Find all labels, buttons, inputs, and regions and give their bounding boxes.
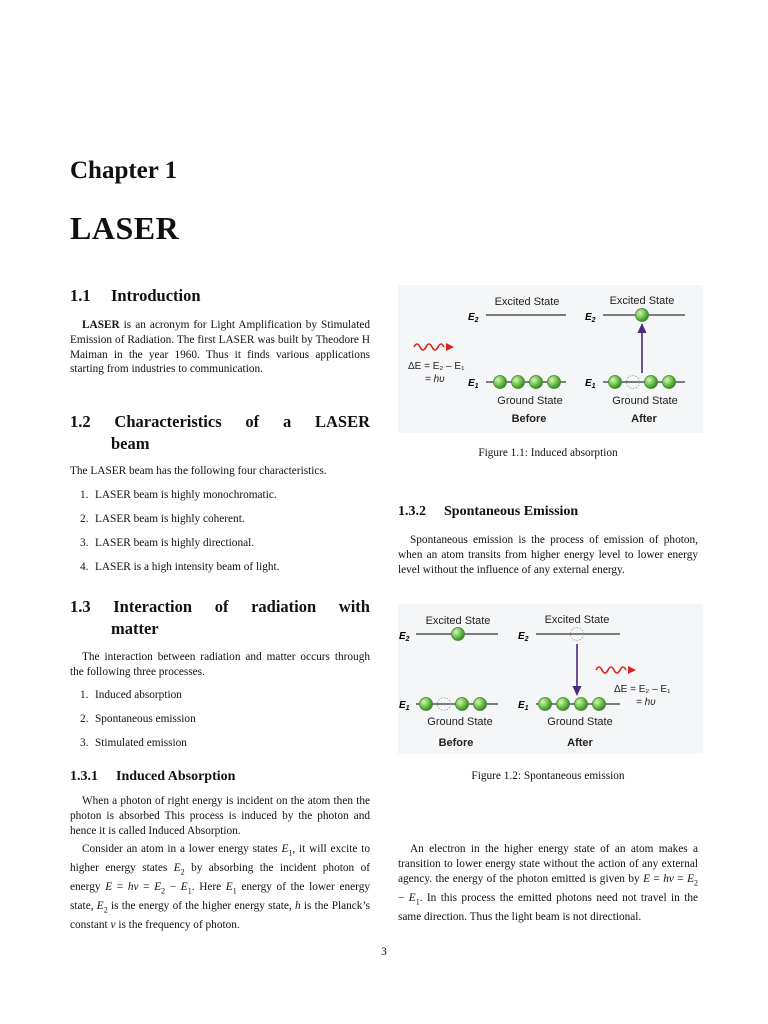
atom xyxy=(645,376,658,389)
e1-label-before: $E_1$ xyxy=(399,700,410,712)
e1-label-after: $E_1$ xyxy=(518,700,529,712)
section-1-3-1-para-2: Consider an atom in a lower energy states $E_1$, it will excite to higher energy states $E_2$ by absorbing the incident photon of energy $E = h\nu = E_2 - E_1$. Here $E_1$ energy of the lower energy state, $E_2$ is the energy of the higher energy state, h is the Planck’s constant ν is the frequency of photon. xyxy=(70,843,370,932)
photon-wave-icon xyxy=(414,344,444,350)
e2-label-after: $E_2$ xyxy=(585,312,596,324)
section-1-3-2-para-1: Spontaneous emission is the process of emission of photon, when an atom transits from higher energy level to lower energy level without the influence of any external energy. xyxy=(398,534,698,576)
figure-spontaneous-emission xyxy=(398,604,703,754)
e2-label-before: $E_2$ xyxy=(468,312,479,324)
emission-arrow-icon xyxy=(573,686,582,696)
atom xyxy=(557,698,570,711)
list-item: 3. LASER beam is highly directional. xyxy=(80,537,255,549)
list-item: 2. LASER beam is highly coherent. xyxy=(80,513,245,525)
excited-state-label-before: Excited State xyxy=(425,615,491,627)
spontaneous-emission-diagram xyxy=(398,604,703,754)
section-1-3-2-heading: 1.3.2 Spontaneous Emission xyxy=(398,504,579,519)
e2-label-after: $E_2$ xyxy=(518,631,529,643)
atom xyxy=(474,698,487,711)
after-label: After xyxy=(567,737,593,749)
atom xyxy=(548,376,561,389)
section-1-3-1-para-1: When a photon of right energy is incident on the atom then the photon is absorbed This process is induced by the photon and hence it is called Induced Absorption. xyxy=(70,795,370,837)
list-item: 1. LASER beam is highly monochromatic. xyxy=(80,489,277,501)
list-item: 3. Stimulated emission xyxy=(80,737,187,749)
ground-state-label-after: Ground State xyxy=(612,395,678,407)
ground-state-label-after: Ground State xyxy=(547,716,613,728)
atom xyxy=(494,376,507,389)
section-1-2-intro: The LASER beam has the following four characteristics. xyxy=(70,465,327,477)
atom xyxy=(456,698,469,711)
atom xyxy=(512,376,525,389)
induced-absorption-diagram xyxy=(398,285,703,433)
e1-label-after: $E_1$ xyxy=(585,378,596,390)
section-1-3-heading: 1.3 Interaction of radiation with matter xyxy=(70,597,370,638)
ground-state-label-before: Ground State xyxy=(497,395,563,407)
excited-atom xyxy=(636,309,649,322)
hv-label: = hυ xyxy=(425,374,445,385)
excited-atom xyxy=(452,628,465,641)
hv-label: = hυ xyxy=(636,697,656,708)
section-1-1-heading: 1.1 Introduction xyxy=(70,286,201,305)
figure-1-2-caption: Figure 1.2: Spontaneous emission xyxy=(471,770,625,782)
before-label: Before xyxy=(511,413,547,425)
after-label: After xyxy=(631,413,657,425)
emitted-photon-wave-icon xyxy=(596,667,626,673)
excited-state-label-after: Excited State xyxy=(609,295,675,307)
atom xyxy=(539,698,552,711)
excited-state-label-after: Excited State xyxy=(544,614,610,626)
section-1-3-intro: The interaction between radiation and matter occurs through the following three processes. xyxy=(70,651,370,678)
photon-arrow-icon xyxy=(446,343,454,351)
page-number: 3 xyxy=(381,946,387,958)
section-1-2-heading: 1.2 Characteristics of a LASER beam xyxy=(70,412,370,453)
atom xyxy=(609,376,622,389)
atom xyxy=(593,698,606,711)
e2-label-before: $E_2$ xyxy=(399,631,410,643)
spontaneous-emission-para-2: An electron in the higher energy state of an atom makes a transition to lower energy state without the action of any external agency. the energy of the photon emitted is given by $E = h\nu = E_2 - E_1$. In this process the emitted photons need not travel in the same direction. Thus the light beam is not directional. xyxy=(398,843,699,923)
e1-label-before: $E_1$ xyxy=(468,378,479,390)
emitted-photon-arrow-icon xyxy=(628,666,636,674)
atom xyxy=(575,698,588,711)
figure-1-1-caption: Figure 1.1: Induced absorption xyxy=(478,447,618,459)
delta-e-label: ΔE = E₂ – E₁ xyxy=(408,361,465,372)
figure-induced-absorption xyxy=(398,285,703,433)
atom xyxy=(663,376,676,389)
chapter-title: LASER xyxy=(70,210,180,246)
delta-e-label: ΔE = E₂ – E₁ xyxy=(614,684,671,695)
atom xyxy=(530,376,543,389)
list-item: 4. LASER is a high intensity beam of light. xyxy=(80,561,280,573)
atom xyxy=(420,698,433,711)
ground-state-label-before: Ground State xyxy=(427,716,493,728)
section-1-3-1-heading: 1.3.1 Induced Absorption xyxy=(70,769,236,784)
list-item: 1. Induced absorption xyxy=(80,689,182,701)
list-item: 2. Spontaneous emission xyxy=(80,713,196,725)
chapter-label: Chapter 1 xyxy=(70,157,178,184)
excitation-arrow-icon xyxy=(638,323,647,333)
section-1-1-body: LASER is an acronym for Light Amplification by Stimulated Emission of Radiation. The first LASER was built by Theodore H Maiman in the year 1960. Thus it finds various applications starting from industries to communication. xyxy=(70,319,370,376)
before-label: Before xyxy=(438,737,474,749)
excited-state-label-before: Excited State xyxy=(494,296,560,308)
